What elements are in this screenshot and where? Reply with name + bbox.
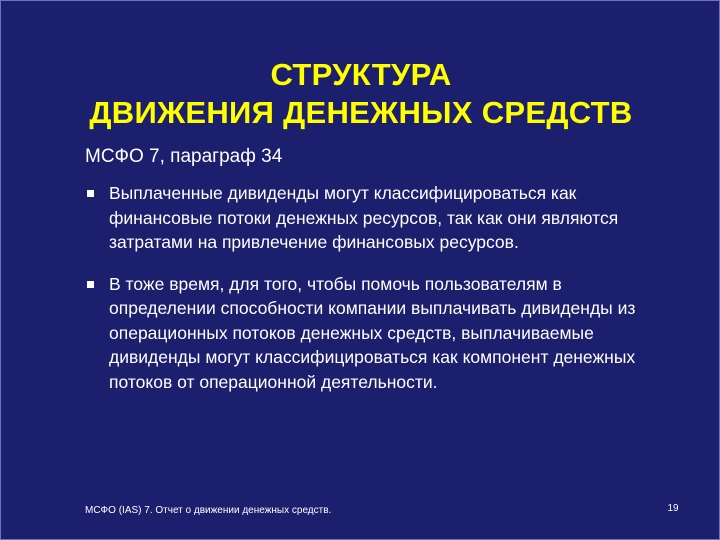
slide-title bbox=[1, 56, 720, 132]
slide-page-number: 19 bbox=[667, 503, 679, 514]
bullet-item-dividends-financing bbox=[85, 181, 665, 255]
standard-reference: МСФО 7, параграф 34 bbox=[85, 146, 283, 167]
slide-title-line-1: СТРУКТУРА bbox=[270, 56, 452, 92]
slide-footer: МСФО (IAS) 7. Отчет о движении денежных средств. bbox=[85, 505, 332, 516]
slide-title-line-2: ДВИЖЕНИЯ ДЕНЕЖНЫХ СРЕДСТВ bbox=[89, 94, 633, 130]
bullet-text: Выплаченные дивиденды могут классифицироваться как финансовые потоки денежных ресурсов, так как они являются затратами на привлечение финансовых ресурсов. bbox=[109, 183, 619, 252]
square-bullet-icon bbox=[87, 190, 94, 197]
bullet-text: В тоже время, для того, чтобы помочь пользователям в определении способности компании выплачивать дивиденды из операционных потоков денежных средств, выплачиваемые дивиденды могут классифицироваться как компонент денежных потоков от операционной деятельности. bbox=[109, 273, 636, 392]
square-bullet-icon bbox=[87, 281, 94, 288]
bullet-list bbox=[85, 181, 665, 411]
bullet-item-dividends-operating bbox=[85, 272, 665, 395]
